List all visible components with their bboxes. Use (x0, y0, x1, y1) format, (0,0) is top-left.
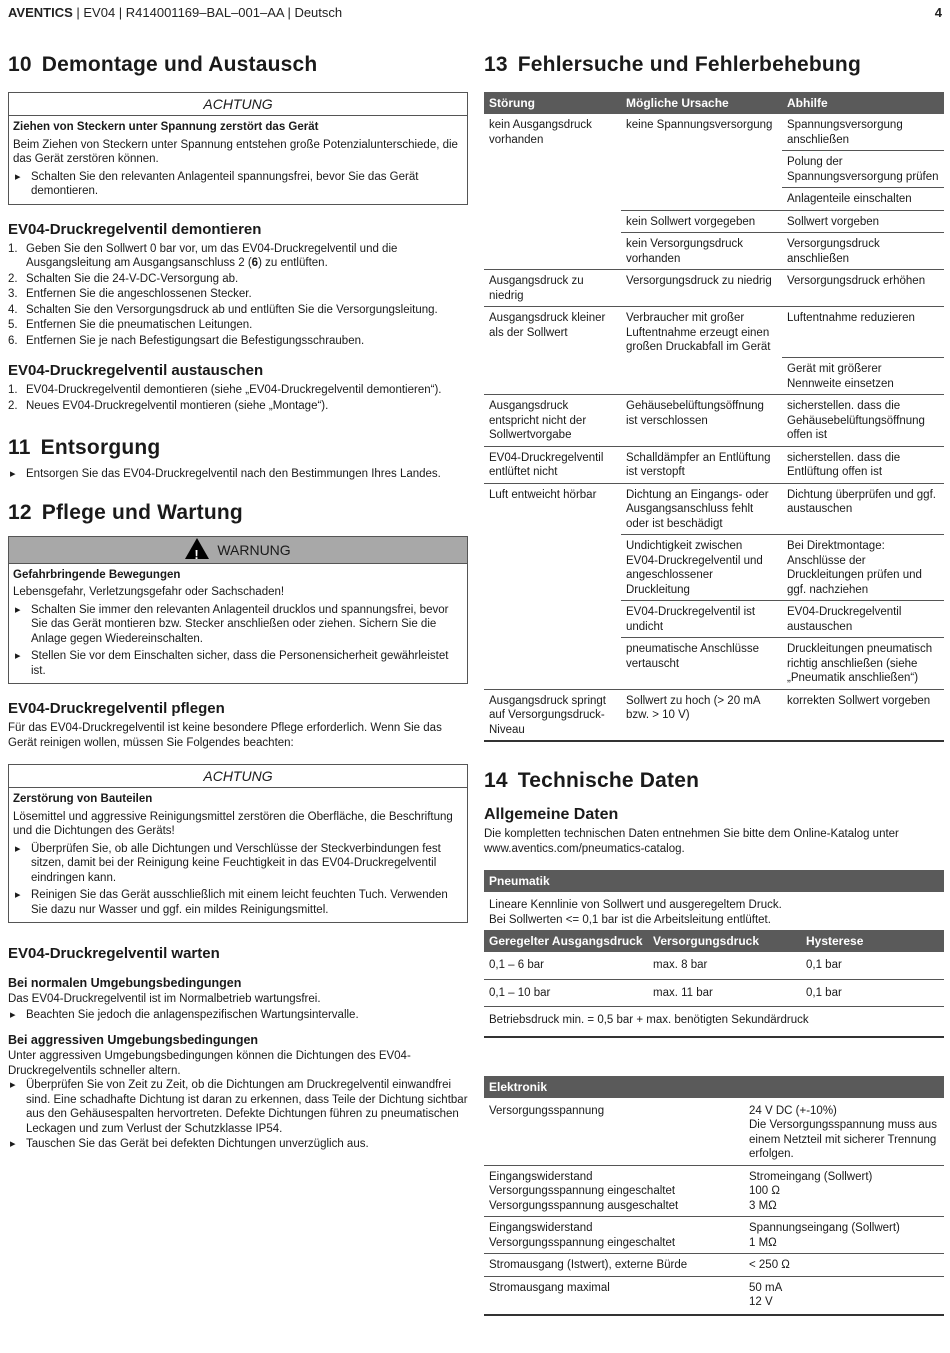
notice-bullet: ▸ Schalten Sie den relevanten Anlagenteil spannungsfrei, bevor Sie das Gerät demontieren. (13, 170, 463, 199)
table-row (484, 114, 944, 151)
table-cell: Ausgangsdruck zu niedrig (484, 270, 621, 307)
table-cell: Luftentnahme reduzieren (782, 307, 944, 358)
elektronik-header: Elektronik (484, 1076, 944, 1098)
table-cell: Spannungseingang (Sollwert) 1 MΩ (744, 1217, 944, 1254)
table-cell: Eingangswiderstand Versorgungsspannung eingeschaltet Versorgungsspannung ausgeschaltet (484, 1165, 744, 1217)
pneumatik-table (484, 870, 944, 1038)
col-header-hysterese: Hysterese (801, 930, 944, 952)
table-cell: < 250 Ω (744, 1254, 944, 1277)
heading-normal: Bei normalen Umgebungsbedingungen (8, 976, 242, 990)
step: 1. EV04-Druckregelventil demontieren (siehe „EV04-Druckregelventil demontieren“). (8, 384, 442, 396)
table-cell: Spannungsversorgung anschließen (787, 119, 903, 146)
table-cell (484, 358, 621, 395)
table-row (484, 1098, 944, 1166)
table-cell: EV04-Druckregelventil entlüftet nicht (484, 446, 621, 483)
table-cell: Ausgangsdruck springt auf Versorgungsdruck-Niveau (484, 689, 621, 741)
table-row (484, 689, 944, 741)
table-cell (621, 358, 782, 395)
table-cell: kein Ausgangsdruck vorhanden (489, 119, 592, 146)
elektronik-table (484, 1076, 944, 1316)
notice-box-2 (8, 764, 468, 923)
warning-title: Gefahrbringende Bewegungen (13, 568, 181, 581)
table-cell: Eingangswiderstand Versorgungsspannung eingeschaltet (484, 1217, 744, 1254)
table-cell: Sollwert zu hoch (> 20 mA bzw. > 10 V) (621, 689, 782, 741)
table-row (484, 535, 944, 601)
col-header-versorgungsdruck: Versorgungsdruck (648, 930, 801, 952)
table-cell: Verbraucher mit großer Luftentnahme erzeugt einen großen Druckabfall im Gerät (621, 307, 782, 358)
notice-bullet: ▸ Reinigen Sie das Gerät ausschließlich mit einem leicht feuchten Tuch. Verwenden Sie dazu nur Wasser und ggf. ein mildes Reinigungsmittel. (13, 888, 463, 917)
table-cell (484, 535, 621, 601)
table-cell: Stromausgang maximal (484, 1276, 744, 1315)
table-cell: Ausgangsdruck entspricht nicht der Sollwertvorgabe (484, 395, 621, 447)
table-row (484, 1217, 944, 1254)
table-cell: Versorgungsdruck anschließen (782, 233, 944, 270)
aggr-text: Unter aggressiven Umgebungsbedingungen können die Dichtungen des EV04-Druckregelventils schneller altern. (8, 1050, 411, 1077)
table-cell: sicherstellen. dass die Gehäusebelüftungsöffnung offen ist (782, 395, 944, 447)
table-cell: Dichtung überprüfen und ggf. austauschen (782, 483, 944, 535)
notice-label: ACHTUNG (9, 765, 467, 788)
notice-text: Lösemittel und aggressive Reinigungsmittel zerstören die Oberfläche, die Beschriftung und die Dichtungen des Geräts! (13, 810, 453, 837)
steps-demontieren (8, 242, 468, 349)
table-cell: 0,1 bar (801, 979, 944, 1007)
col-header-ursache: Mögliche Ursache (621, 92, 782, 114)
notice-title: Zerstörung von Bauteilen (13, 793, 153, 805)
table-row (484, 1276, 944, 1315)
table-cell (484, 210, 621, 233)
warning-header (9, 537, 467, 564)
heading-austauschen: EV04-Druckregelventil austauschen (8, 362, 264, 379)
warning-text: Lebensgefahr, Verletzungsgefahr oder Sachschaden! (13, 586, 285, 598)
table-row (484, 601, 944, 638)
table-cell: keine Spannungsversorgung (626, 119, 773, 131)
table-cell: Gerät mit größerer Nennweite einsetzen (782, 358, 944, 395)
table-row (484, 1254, 944, 1277)
warning-label: WARNUNG (217, 541, 291, 558)
table-cell: Schalldämpfer an Entlüftung ist verstopft (621, 446, 782, 483)
col-header-stoerung: Störung (484, 92, 621, 114)
step: 2. Neues EV04-Druckregelventil montieren (siehe „Montage“). (8, 399, 329, 412)
heading-warten: EV04-Druckregelventil warten (8, 945, 220, 962)
warning-bullet: ▸ Stellen Sie vor dem Einschalten sicher, dass die Personensicherheit gewährleistet ist. (13, 649, 463, 678)
heading-allgemeine-daten: Allgemeine Daten (484, 806, 619, 823)
table-cell: 0,1 – 6 bar (489, 959, 544, 971)
notice-box (8, 92, 468, 205)
section-12-title: 12 Pflege und Wartung (8, 500, 243, 524)
table-row (484, 395, 944, 447)
table-cell: kein Versorgungsdruck vorhanden (621, 233, 782, 270)
table-row (484, 358, 944, 395)
table-row (484, 483, 944, 535)
error-table (484, 92, 944, 742)
section-13-title: 13 Fehlersuche und Fehlerbehebung (484, 53, 861, 76)
table-cell: Druckleitungen pneumatisch richtig anschließen (siehe „Pneumatik anschließen“) (782, 638, 944, 690)
table-row (484, 210, 944, 233)
normal-bullet: ▸ Beachten Sie jedoch die anlagenspezifischen Wartungsintervalle. (8, 1008, 468, 1023)
table-cell: Undichtigkeit zwischen EV04-Druckregelventil und angeschlossener Druckleitung (621, 535, 782, 601)
warning-bullet: ▸ Schalten Sie immer den relevanten Anlagenteil drucklos und spannungsfrei, bevor Sie das Gerät montieren bzw. Stecker anschließen oder ziehen. Sichern Sie die Anlage gegen Wiedereinschalten. (13, 603, 463, 647)
table-cell: kein Sollwert vorgegeben (621, 210, 782, 233)
table-cell: Dichtung an Eingangs- oder Ausgangsanschluss fehlt oder ist beschädigt (621, 483, 782, 535)
table-row (484, 188, 944, 211)
table-cell: max. 11 bar (648, 979, 801, 1007)
brand-name: AVENTICS (8, 5, 73, 20)
left-column (8, 52, 468, 1152)
table-cell: Polung der Spannungsversorgung prüfen (782, 151, 944, 188)
table-cell: max. 8 bar (653, 959, 708, 971)
table-cell: 24 V DC (+-10%) Die Versorgungsspannung muss aus einem Netzteil mit sicherer Trennung erfolgen. (749, 1104, 937, 1160)
table-cell: Anlagenteile einschalten (782, 188, 944, 211)
step: 6. Entfernen Sie je nach Befestigungsart die Befestigungsschrauben. (8, 334, 365, 347)
table-cell (621, 188, 782, 211)
allgemeine-daten-text: Die kompletten technischen Daten entnehmen Sie bitte dem Online-Katalog unter www.aventics.com/pneumatics-catalog. (484, 828, 899, 855)
table-cell: sicherstellen. dass die Entlüftung offen ist (782, 446, 944, 483)
step: 1. Geben Sie den Sollwert 0 bar vor, um das EV04-Druckregelventil und die Ausgangsleitung am Ausgangsanschluss 2 (6) zu entlüften. (8, 242, 398, 269)
entsorgung-bullet: ▸ Entsorgen Sie das EV04-Druckregelventil nach den Bestimmungen Ihres Landes. (8, 467, 468, 482)
table-row (484, 446, 944, 483)
page-number: 4 (934, 5, 942, 20)
notice-text: Beim Ziehen von Steckern unter Spannung entstehen große Potenzialunterschiede, die das Gerät zerstören können. (13, 138, 458, 165)
heading-pflegen: EV04-Druckregelventil pflegen (8, 700, 225, 717)
notice-bullet: ▸ Überprüfen Sie, ob alle Dichtungen und Verschlüsse der Steckverbindungen fest sitzen, damit bei der Reinigung keine Feuchtigkeit in das EV04-Druckregelventil eindringen kann. (13, 842, 463, 886)
col-header-abhilfe: Abhilfe (782, 92, 944, 114)
table-cell: Stromausgang (Istwert), externe Bürde (484, 1254, 744, 1277)
table-cell: EV04-Druckregelventil austauschen (782, 601, 944, 638)
table-cell: Versorgungsdruck erhöhen (782, 270, 944, 307)
table-cell: 0,1 – 10 bar (484, 979, 648, 1007)
notice-label: ACHTUNG (9, 93, 467, 116)
col-header-ausgangsdruck: Geregelter Ausgangsdruck (484, 930, 648, 952)
table-cell (484, 638, 621, 690)
section-14-title: 14 Technische Daten (484, 769, 700, 792)
table-row (484, 233, 944, 270)
steps-austauschen (8, 383, 468, 413)
table-cell: Stromeingang (Sollwert) 100 Ω 3 MΩ (744, 1165, 944, 1217)
pneumatik-footnote: Betriebsdruck min. = 0,5 bar + max. benötigten Sekundärdruck (484, 1007, 944, 1037)
aggr-bullet: ▸ Überprüfen Sie von Zeit zu Zeit, ob die Dichtungen am Druckregelventil einwandfrei sind. Eine schadhafte Dichtung ist daran zu erkennen, dass Teile der Dichtung sichtbar aus den Gehäusespalten hervortreten. Defekte Dichtungen führen zu pneumatischen Leckagen und zum Verlust der Schutzklasse IP54. (8, 1078, 468, 1136)
warning-triangle-icon: ! (185, 538, 209, 559)
step: 2. Schalten Sie die 24-V-DC-Versorgung ab. (8, 272, 239, 285)
section-10-title: 10 Demontage und Austausch (8, 53, 318, 76)
step: 3. Entfernen Sie die angeschlossenen Stecker. (8, 288, 252, 300)
section-11-title: 11 Entsorgung (8, 436, 161, 459)
step: 5. Entfernen Sie die pneumatischen Leitungen. (8, 319, 253, 331)
table-cell (484, 601, 621, 638)
pflegen-text: Für das EV04-Druckregelventil ist keine besondere Pflege erforderlich. Wenn Sie das Gerät reinigen wollen, müssen Sie Folgendes beachten: (8, 722, 442, 749)
table-cell: 50 mA 12 V (744, 1276, 944, 1315)
heading-aggressiv: Bei aggressiven Umgebungsbedingungen (8, 1033, 259, 1047)
table-cell (621, 151, 782, 188)
pneumatik-intro: Lineare Kennlinie von Sollwert und ausgeregeltem Druck. Bei Sollwerten <= 0,1 bar ist die Arbeitsleitung entlüftet. (489, 899, 782, 926)
table-row (484, 151, 944, 188)
table-cell (484, 151, 621, 188)
table-row (484, 307, 944, 358)
table-row (484, 270, 944, 307)
heading-demontieren: EV04-Druckregelventil demontieren (8, 220, 262, 238)
doc-info: | EV04 | R414001169–BAL–001–AA | Deutsch (72, 5, 343, 20)
aggr-bullet: ▸ Tauschen Sie das Gerät bei defekten Dichtungen unverzüglich aus. (8, 1137, 468, 1152)
warning-box (8, 536, 468, 685)
right-column (484, 52, 944, 1316)
table-cell: Bei Direktmontage: Anschlüsse der Druckleitungen prüfen und ggf. nachziehen (782, 535, 944, 601)
step: 4. Schalten Sie den Versorgungsdruck ab und entlüften Sie die Versorgungsleitung. (8, 303, 438, 316)
table-row (484, 952, 944, 979)
normal-text: Das EV04-Druckregelventil ist im Normalbetrieb wartungsfrei. (8, 993, 321, 1005)
table-cell: korrekten Sollwert vorgeben (782, 689, 944, 741)
table-cell (484, 188, 621, 211)
table-cell: Ausgangsdruck kleiner als der Sollwert (484, 307, 621, 358)
table-cell: Versorgungsdruck zu niedrig (621, 270, 782, 307)
page-header (8, 6, 942, 24)
table-cell: Sollwert vorgeben (782, 210, 944, 233)
pneumatik-header: Pneumatik (484, 870, 944, 892)
table-cell: Gehäusebelüftungsöffnung ist verschlossen (621, 395, 782, 447)
table-cell: 0,1 bar (806, 959, 842, 971)
table-cell: pneumatische Anschlüsse vertauscht (621, 638, 782, 690)
table-cell: Versorgungsspannung (489, 1104, 605, 1117)
table-cell (484, 233, 621, 270)
table-row (484, 638, 944, 690)
table-row (484, 979, 944, 1007)
table-cell: Luft entweicht hörbar (484, 483, 621, 535)
table-cell: EV04-Druckregelventil ist undicht (621, 601, 782, 638)
notice-title: Ziehen von Steckern unter Spannung zerstört das Gerät (13, 121, 319, 133)
table-row (484, 1165, 944, 1217)
